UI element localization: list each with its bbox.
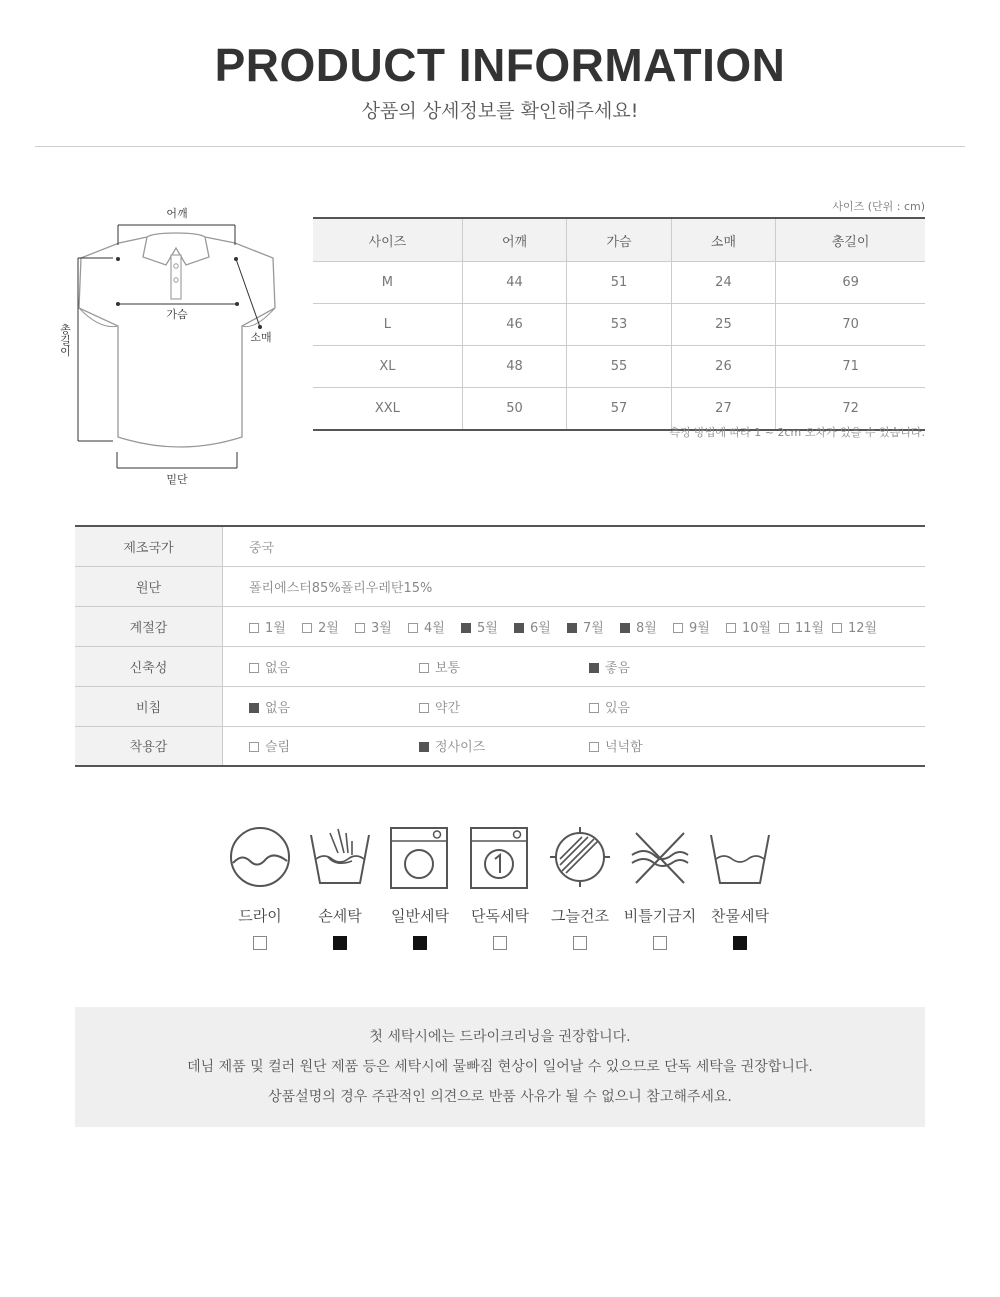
care-checkbox: [653, 936, 667, 950]
care-instructions: [220, 825, 780, 965]
care-label: 단독세탁: [471, 907, 529, 925]
care-item-handwash: [300, 825, 380, 950]
months-option: [408, 617, 461, 636]
checkbox-icon: [249, 663, 259, 673]
checkbox-icon: [249, 703, 259, 713]
chest-label: 가슴: [166, 308, 188, 321]
checkbox-icon: [514, 623, 524, 633]
table-cell: 69: [776, 262, 925, 304]
care-label: 찬물세탁: [711, 907, 769, 925]
care-checkbox: [733, 936, 747, 950]
option-label: 11월: [795, 620, 825, 636]
months-option: [461, 617, 514, 636]
sheer-option: [419, 697, 589, 716]
option-label: 8월: [636, 620, 657, 636]
table-cell: XL: [313, 346, 462, 388]
care-item-nowring: [620, 825, 700, 950]
cold-wash-icon: [708, 825, 772, 889]
sheer-option: [589, 697, 759, 716]
note-line: 첫 세탁시에는 드라이크리닝을 권장합니다.: [369, 1029, 631, 1045]
checkbox-icon: [589, 703, 599, 713]
column-header: 사이즈: [313, 218, 462, 262]
option-label: 좋음: [605, 660, 631, 676]
no-wring-icon: [628, 825, 692, 889]
dry-clean-icon: [228, 825, 292, 889]
info-label: 제조국가: [75, 526, 223, 566]
care-checkbox: [333, 936, 347, 950]
info-row-stretch: [75, 646, 925, 686]
info-row-sheer: [75, 686, 925, 726]
sheer-options: [223, 686, 926, 726]
table-cell: 27: [671, 388, 775, 431]
checkbox-icon: [249, 742, 259, 752]
months-option: [567, 617, 620, 636]
table-cell: 46: [462, 304, 566, 346]
sheer-option: [249, 697, 419, 716]
shoulder-label: 어깨: [166, 207, 188, 220]
table-cell: 26: [671, 346, 775, 388]
checkbox-icon: [620, 623, 630, 633]
stretch-options: [223, 646, 926, 686]
season-options: [223, 606, 926, 646]
checkbox-icon: [419, 703, 429, 713]
table-row: [313, 262, 925, 304]
column-header: 어깨: [462, 218, 566, 262]
option-label: 보통: [435, 660, 461, 676]
checkbox-icon: [779, 623, 789, 633]
info-label: 비침: [75, 686, 223, 726]
column-header: 소매: [671, 218, 775, 262]
care-item-machine: [380, 825, 460, 950]
column-header: 가슴: [567, 218, 671, 262]
care-label: 그늘건조: [551, 907, 609, 925]
fit-option: [249, 736, 419, 755]
info-row-season: [75, 606, 925, 646]
option-label: 슬림: [265, 740, 291, 756]
info-label: 원단: [75, 566, 223, 606]
option-label: 5월: [477, 620, 498, 636]
table-row: [313, 346, 925, 388]
option-label: 넉넉함: [605, 740, 643, 756]
option-label: 6월: [530, 620, 551, 636]
checkbox-icon: [726, 623, 736, 633]
table-row: [313, 304, 925, 346]
size-table: [313, 217, 925, 431]
table-cell: L: [313, 304, 462, 346]
stretch-option: [249, 657, 419, 676]
size-unit-note: 사이즈 (단위 : cm): [832, 200, 925, 213]
table-cell: 70: [776, 304, 925, 346]
care-label: 손세탁: [318, 907, 362, 925]
shade-dry-icon: [548, 825, 612, 889]
care-item-cold: [700, 825, 780, 950]
option-label: 1월: [265, 620, 286, 636]
months-option: [249, 617, 302, 636]
info-value: 중국: [223, 526, 926, 566]
care-item-dry: [220, 825, 300, 950]
checkbox-icon: [832, 623, 842, 633]
option-label: 4월: [424, 620, 445, 636]
hem-label: 밑단: [166, 473, 188, 486]
column-header: 총길이: [776, 218, 925, 262]
option-label: 12월: [848, 620, 878, 636]
checkbox-icon: [419, 663, 429, 673]
months-option: [779, 617, 832, 636]
checkbox-icon: [589, 742, 599, 752]
option-label: 10월: [742, 620, 772, 636]
note-line: 데님 제품 및 컬러 원단 제품 등은 세탁시에 물빠짐 현상이 일어날 수 있으므로 단독 세탁을 권장합니다.: [187, 1059, 813, 1075]
checkbox-icon: [589, 663, 599, 673]
checkbox-icon: [567, 623, 577, 633]
fit-options: [223, 726, 926, 766]
checkbox-icon: [673, 623, 683, 633]
care-label: 드라이: [238, 907, 282, 925]
option-label: 3월: [371, 620, 392, 636]
info-label: 신축성: [75, 646, 223, 686]
table-cell: 71: [776, 346, 925, 388]
option-label: 약간: [435, 700, 461, 716]
table-cell: 25: [671, 304, 775, 346]
care-label: 비틀기금지: [623, 907, 697, 925]
table-cell: 51: [567, 262, 671, 304]
option-label: 없음: [265, 700, 291, 716]
info-row-fit: [75, 726, 925, 766]
table-cell: XXL: [313, 388, 462, 431]
table-cell: 48: [462, 346, 566, 388]
info-row-fabric: [75, 566, 925, 606]
table-cell: 24: [671, 262, 775, 304]
info-row-country: [75, 526, 925, 566]
table-cell: M: [313, 262, 462, 304]
info-label: 계절감: [75, 606, 223, 646]
info-label: 착용감: [75, 726, 223, 766]
checkbox-icon: [461, 623, 471, 633]
page-title: PRODUCT INFORMATION: [214, 39, 786, 91]
note-line: 상품설명의 경우 주관적인 의견으로 반품 사유가 될 수 없으니 참고해주세요.: [268, 1089, 732, 1105]
info-value: 폴리에스터85%폴리우레탄15%: [223, 566, 926, 606]
page-subtitle: 상품의 상세정보를 확인해주세요!: [361, 100, 639, 122]
care-checkbox: [253, 936, 267, 950]
care-label: 일반세탁: [391, 907, 449, 925]
care-checkbox: [573, 936, 587, 950]
notes-box: [75, 1007, 925, 1127]
table-cell: 55: [567, 346, 671, 388]
table-cell: 44: [462, 262, 566, 304]
size-footnote: 측정 방법에 따라 1 ~ 2cm 오차가 있을 수 있습니다.: [669, 426, 925, 439]
table-cell: 72: [776, 388, 925, 431]
polo-shirt-icon: [55, 200, 295, 495]
checkbox-icon: [355, 623, 365, 633]
stretch-option: [419, 657, 589, 676]
care-item-separate: [460, 825, 540, 950]
fit-option: [419, 736, 589, 755]
option-label: 9월: [689, 620, 710, 636]
checkbox-icon: [419, 742, 429, 752]
table-cell: 50: [462, 388, 566, 431]
fit-option: [589, 736, 759, 755]
months-option: [302, 617, 355, 636]
size-table-header: [313, 218, 925, 262]
table-cell: 53: [567, 304, 671, 346]
months-option: [673, 617, 726, 636]
option-label: 7월: [583, 620, 604, 636]
months-option: [355, 617, 408, 636]
care-checkbox: [493, 936, 507, 950]
length-label: 총길이: [58, 323, 72, 357]
option-label: 2월: [318, 620, 339, 636]
wash-separately-icon: [468, 825, 532, 889]
option-label: 있음: [605, 700, 631, 716]
stretch-option: [589, 657, 759, 676]
months-option: [620, 617, 673, 636]
months-option: [726, 617, 779, 636]
checkbox-icon: [249, 623, 259, 633]
hand-wash-icon: [308, 825, 372, 889]
care-checkbox: [413, 936, 427, 950]
months-option: [832, 617, 885, 636]
polo-measurement-diagram: [55, 200, 295, 495]
option-label: 정사이즈: [435, 740, 486, 756]
header-divider: [35, 146, 965, 147]
checkbox-icon: [408, 623, 418, 633]
care-item-shade: [540, 825, 620, 950]
option-label: 없음: [265, 660, 291, 676]
table-cell: 57: [567, 388, 671, 431]
sleeve-label: 소매: [250, 331, 272, 344]
checkbox-icon: [302, 623, 312, 633]
months-option: [514, 617, 567, 636]
machine-wash-icon: [388, 825, 452, 889]
product-info-table: [75, 525, 925, 767]
